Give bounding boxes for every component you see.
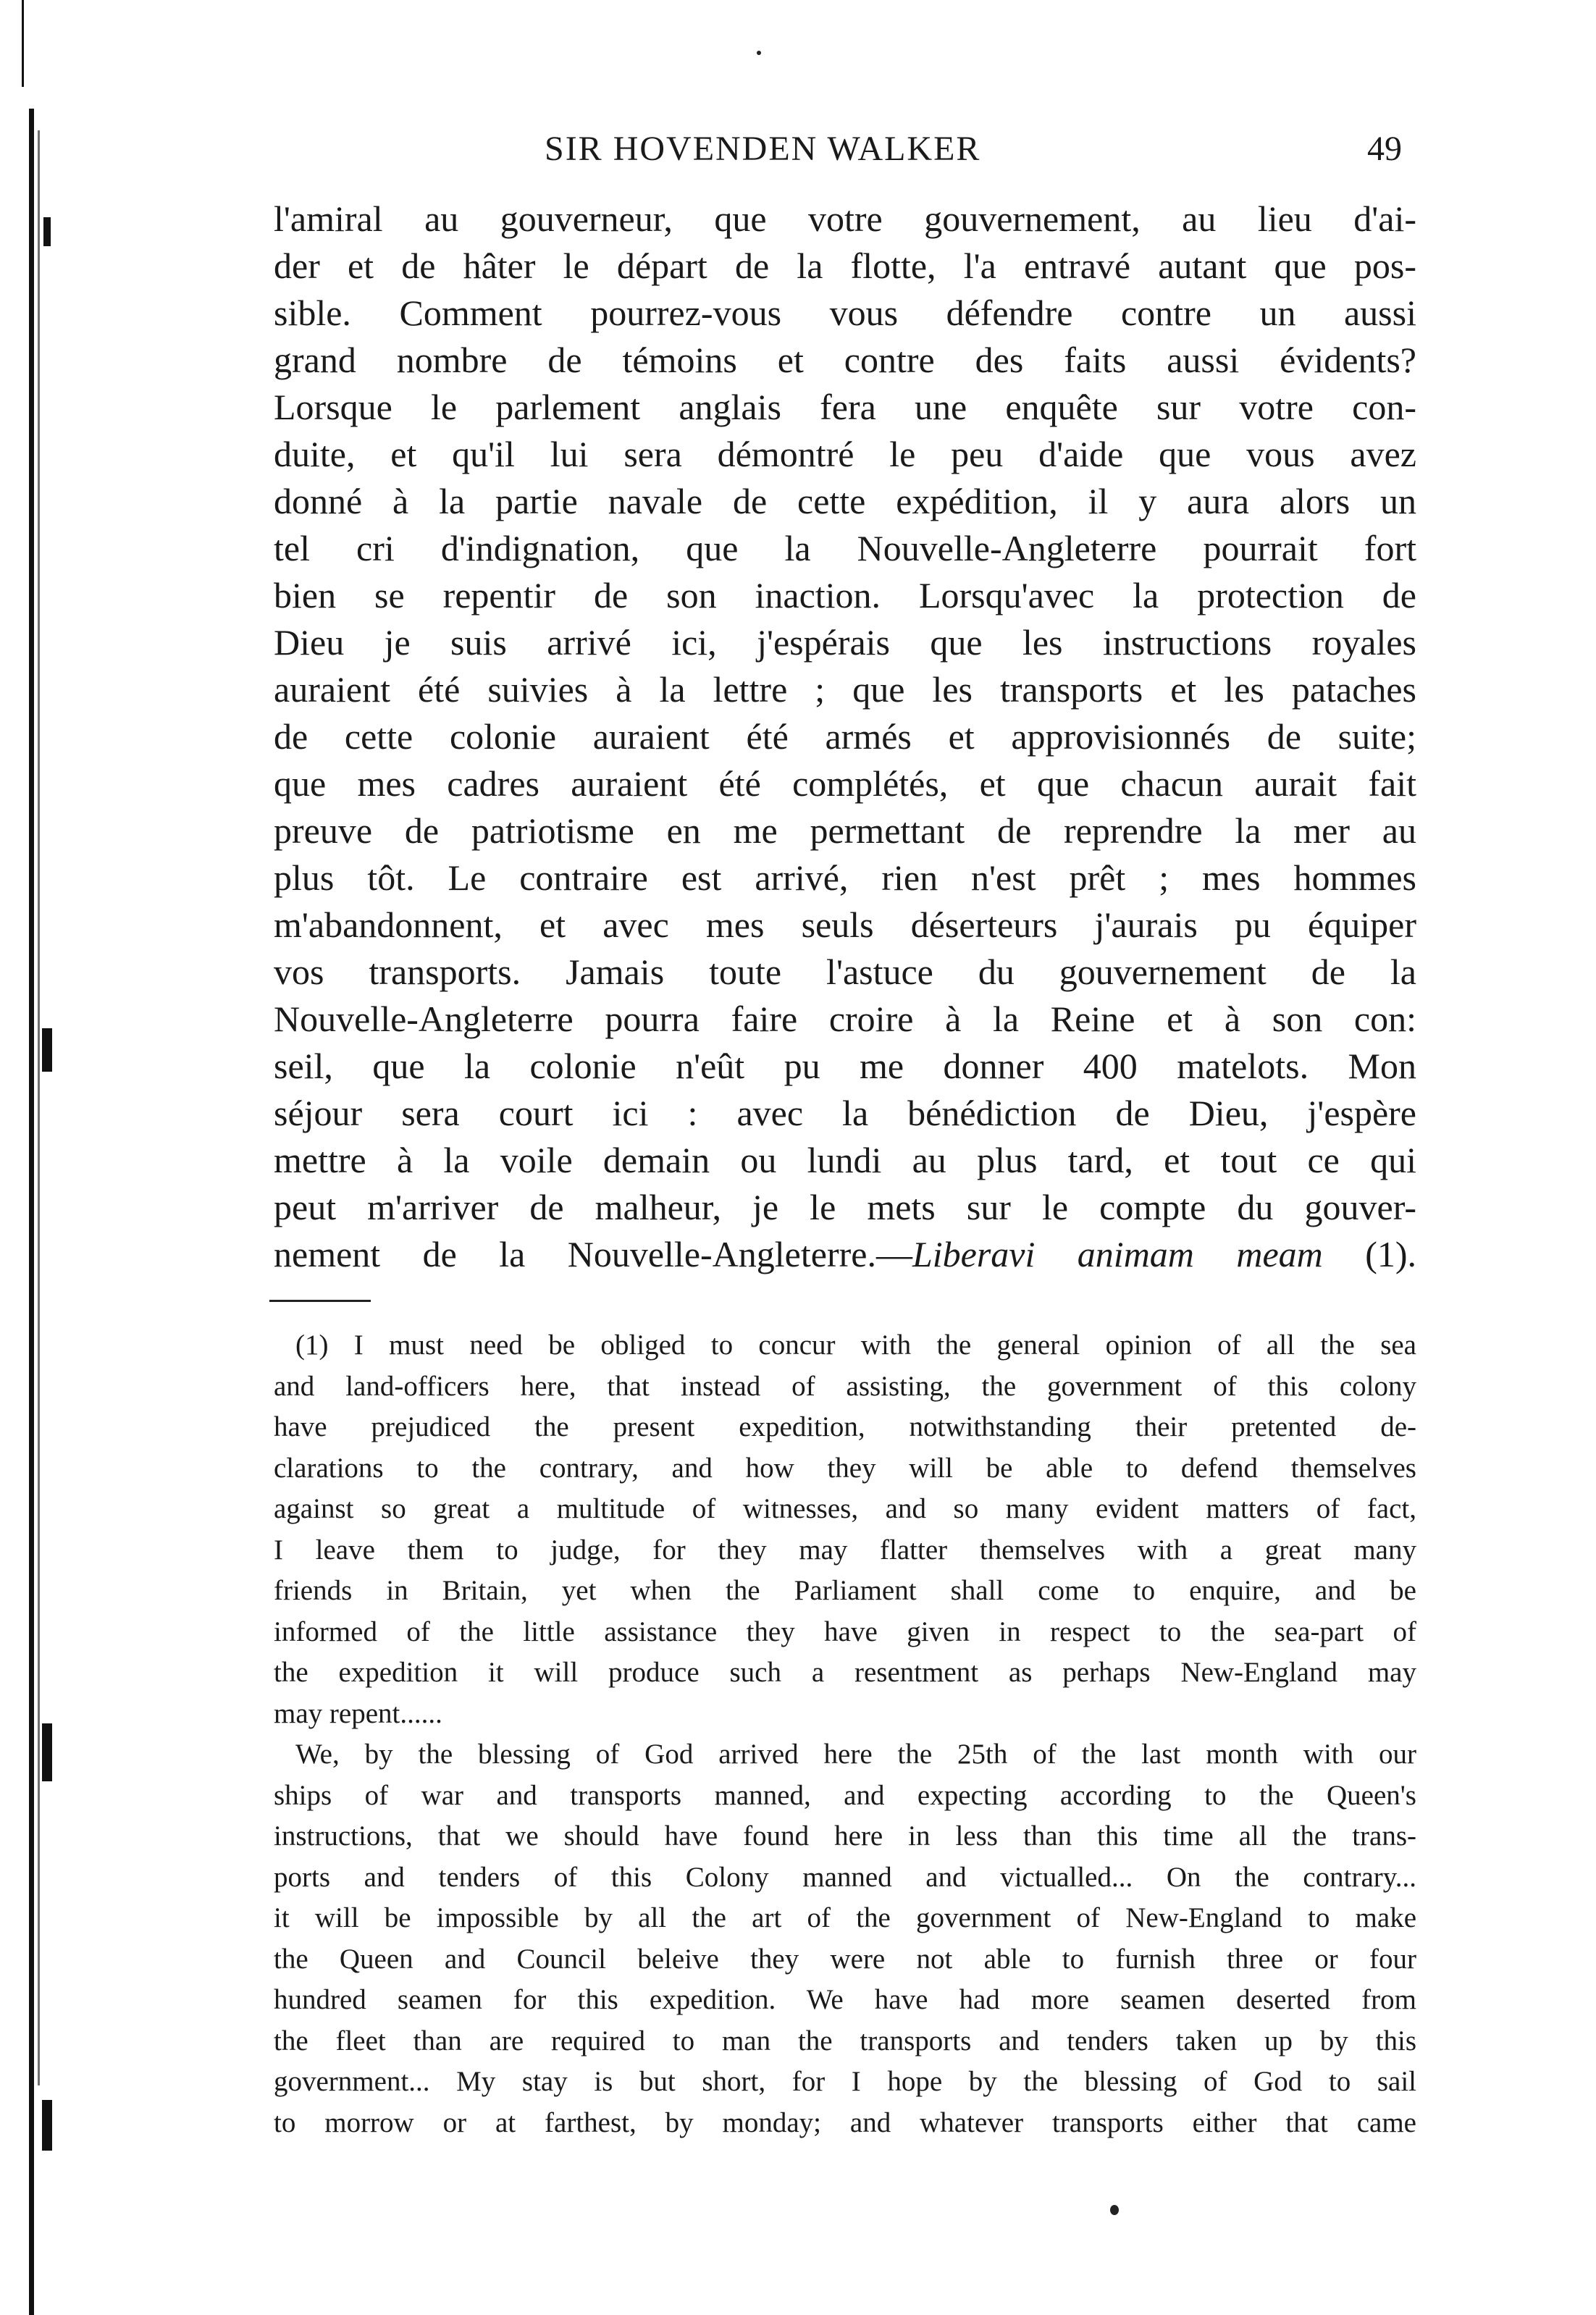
text-line: grand nombre de témoins et contre des faits aussi évidents? xyxy=(274,340,1416,380)
text-line: séjour sera court ici : avec la bénédiction de Dieu, j'espère xyxy=(274,1093,1416,1133)
main-text xyxy=(274,196,1416,1278)
running-title: SIR HOVENDEN WALKER xyxy=(545,130,981,168)
text-line: tel cri d'indignation, que la Nouvelle-Angleterre pourrait fort xyxy=(274,528,1416,568)
binding-edge xyxy=(0,0,87,2315)
footnote-line: hundred seamen for this expedition. We have had more seamen deserted from xyxy=(274,1984,1416,2015)
text-line: Lorsque le parlement anglais fera une enquête sur votre con- xyxy=(274,387,1416,427)
footnote-line: informed of the little assistance they have given in respect to the sea-part of xyxy=(274,1616,1416,1647)
text-line: auraient été suivies à la lettre ; que les transports et les pataches xyxy=(274,669,1416,710)
page-header xyxy=(0,129,1596,180)
text-line: peut m'arriver de malheur, je le mets sur le compte du gouver- xyxy=(274,1187,1416,1227)
text-line: Nouvelle-Angleterre pourra faire croire à la Reine et à son con: xyxy=(274,999,1416,1039)
text-line: der et de hâter le départ de la flotte, l'a entravé autant que pos- xyxy=(274,245,1416,286)
footnote-line: and land-officers here, that instead of assisting, the government of this colony xyxy=(274,1370,1416,1402)
text-line: seil, que la colonie n'eût pu me donner 400 matelots. Mon xyxy=(274,1046,1416,1086)
footnote-line: it will be impossible by all the art of the government of New-England to make xyxy=(274,1902,1416,1933)
footnote-line: (1) I must need be obliged to concur with the general opinion of all the sea xyxy=(295,1329,1416,1361)
latin-quote: Liberavi animam meam xyxy=(912,1234,1323,1274)
text-line: mettre à la voile demain ou lundi au plus tard, et tout ce qui xyxy=(274,1140,1416,1180)
print-speck xyxy=(757,51,761,55)
page-number: 49 xyxy=(1367,130,1402,168)
footnote-line: the expedition it will produce such a resentment as perhaps New-England may xyxy=(274,1657,1416,1688)
text-line: l'amiral au gouverneur, que votre gouvernement, au lieu d'ai- xyxy=(274,198,1416,239)
footnote-line: I leave them to judge, for they may flatter themselves with a great many xyxy=(274,1534,1416,1566)
footnote-line: ships of war and transports manned, and expecting according to the Queen's xyxy=(274,1779,1416,1811)
footnote-line: have prejudiced the present expedition, notwithstanding their pretented de- xyxy=(274,1411,1416,1442)
footnote-line: We, by the blessing of God arrived here the 25th of the last month with our xyxy=(295,1739,1416,1770)
footnote-line: against so great a multitude of witnesses, and so many evident matters of fact, xyxy=(274,1493,1416,1524)
footnote-line: to morrow or at farthest, by monday; and whatever transports either that came xyxy=(274,2106,1416,2138)
last-line-text: nement de la Nouvelle-Angleterre.— xyxy=(274,1234,912,1274)
text-line: Dieu je suis arrivé ici, j'espérais que les instructions royales xyxy=(274,622,1416,663)
footnote-line: instructions, that we should have found here in less than this time all the trans- xyxy=(274,1820,1416,1852)
footnote-line: the Queen and Council beleive they were not able to furnish three or four xyxy=(274,1943,1416,1975)
footnote-line: clarations to the contrary, and how they will be able to defend themselves xyxy=(274,1452,1416,1484)
footnote-block xyxy=(274,1325,1416,2143)
footnote-separator xyxy=(269,1300,371,1302)
footnote-reference: (1). xyxy=(1322,1234,1416,1274)
text-line: donné à la partie navale de cette expédition, il y aura alors un xyxy=(274,481,1416,521)
text-line-last xyxy=(274,1231,1416,1278)
footnote-line: the fleet than are required to man the transports and tenders taken up by this xyxy=(274,2025,1416,2056)
footnote-line: ports and tenders of this Colony manned and victualled... On the contrary... xyxy=(274,1861,1416,1893)
text-line: plus tôt. Le contraire est arrivé, rien n'est prêt ; mes hommes xyxy=(274,857,1416,898)
text-line: que mes cadres auraient été complétés, et que chacun aurait fait xyxy=(274,763,1416,804)
footnote-line: may repent...... xyxy=(274,1697,442,1729)
text-line: sible. Comment pourrez-vous vous défendre contre un aussi xyxy=(274,293,1416,333)
footnote-line: friends in Britain, yet when the Parliament shall come to enquire, and be xyxy=(274,1575,1416,1606)
print-speck xyxy=(1110,2205,1119,2215)
footnote-line: government... My stay is but short, for I hope by the blessing of God to sail xyxy=(274,2066,1416,2097)
text-line: de cette colonie auraient été armés et approvisionnés de suite; xyxy=(274,716,1416,757)
text-line: vos transports. Jamais toute l'astuce du gouvernement de la xyxy=(274,951,1416,992)
text-line: preuve de patriotisme en me permettant de reprendre la mer au xyxy=(274,810,1416,851)
text-line: m'abandonnent, et avec mes seuls déserteurs j'aurais pu équiper xyxy=(274,904,1416,945)
text-line: duite, et qu'il lui sera démontré le peu d'aide que vous avez xyxy=(274,434,1416,474)
text-line: bien se repentir de son inaction. Lorsqu'avec la protection de xyxy=(274,575,1416,615)
